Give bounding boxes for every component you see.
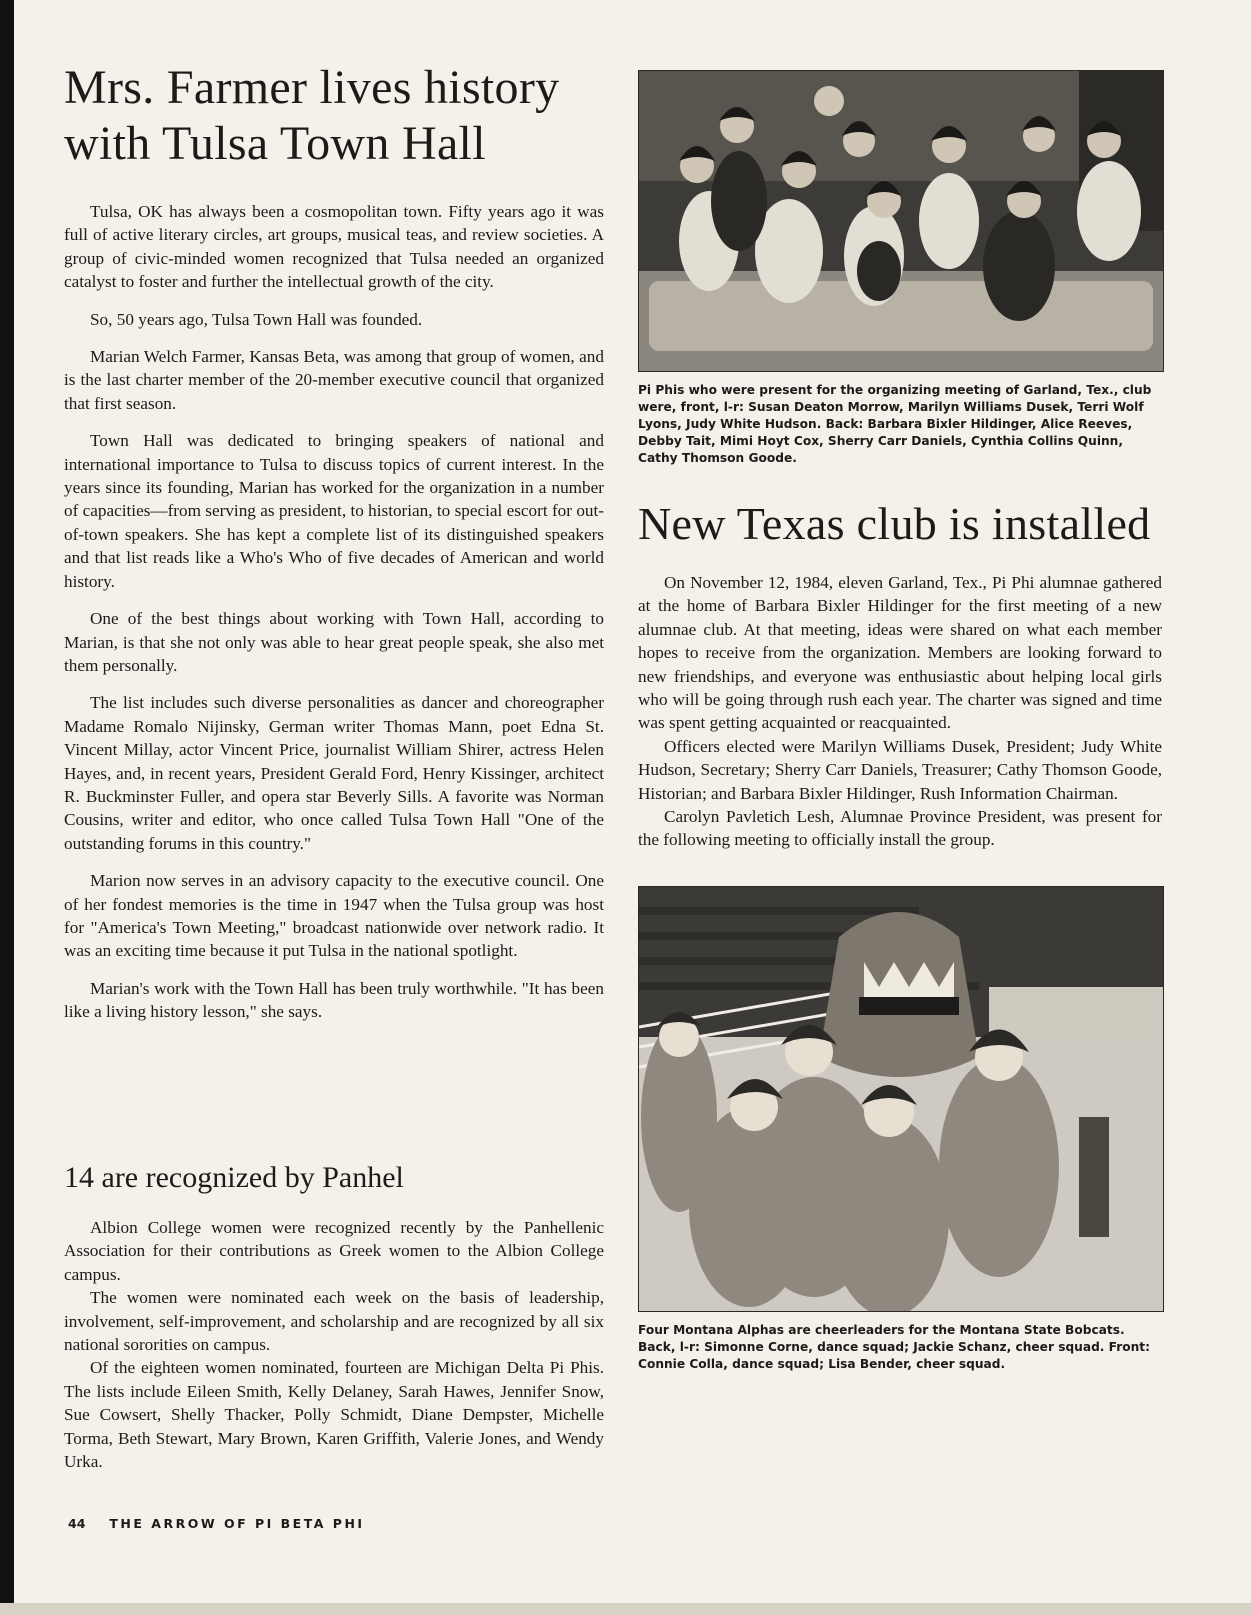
article-paragraph: Carolyn Pavletich Lesh, Alumnae Province President, was present for the following meeting to officially install the group. [638,807,1162,850]
page-edge [0,0,14,1615]
article-paragraph: Marion now serves in an advisory capacity to the executive council. One of her fondest memories is the time in 1947 when the Tulsa group was host for "America's Town Meeting," broadcast nationwide over network radio. It was an exciting time because it put Tulsa in the national spotlight. [64,871,604,961]
article-panhel [64,1160,604,1473]
article-title: 14 are recognized by Panhel [64,1161,404,1194]
group-photo [638,70,1164,372]
page-edge-bottom [0,1603,1251,1615]
article-title: New Texas club is installed [638,498,1151,549]
article-paragraph: Town Hall was dedicated to bringing speakers of national and international importance to Tulsa to discuss topics of current interest. In the years since its founding, Marian has worked for the organization in a number of capacities—from serving as president, to historian, to special escort for out-of-town speakers. She has kept a complete list of its distinguished speakers and that list reads like a Who's Who of five decades of American and world history. [64,431,604,591]
article-paragraph: Of the eighteen women nominated, fourteen are Michigan Delta Pi Phis. The lists include Eileen Smith, Kelly Delaney, Sarah Hawes, Jennifer Snow, Sue Cowsert, Shelly Thacker, Polly Schmidt, Diane Dempster, Michelle Torma, Beth Stewart, Mary Brown, Karen Griffith, Valerie Jones, and Wendy Urka. [64,1358,604,1472]
cheerleader-photo [638,886,1164,1312]
article-paragraph: So, 50 years ago, Tulsa Town Hall was founded. [90,309,423,329]
photo-caption: Pi Phis who were present for the organizing meeting of Garland, Tex., club were, front, l-r: Susan Deaton Morrow, Marilyn Williams Dusek, Terri Wolf Lyons, Judy White Hudson. Back: Barbara Bixler Hildinger, Alice Reeves, Debby Tait, Mimi Hoyt Cox, Sherry Carr Daniels, Cynthia Collins Quinn, Cathy Thomson Goode. [638,383,1152,465]
article-paragraph: Tulsa, OK has always been a cosmopolitan town. Fifty years ago it was full of active literary circles, art groups, musical teas, and review societies. A group of civic-minded women recognized that Tulsa needed an organized catalyst to foster and further the intellectual growth of the city. [64,202,604,292]
article-title: Mrs. Farmer lives history with Tulsa Town Hall [64,61,560,170]
right-column [638,70,1162,1373]
article-paragraph: On November 12, 1984, eleven Garland, Tex., Pi Phi alumnae gathered at the home of Barbara Bixler Hildinger for the first meeting of a new alumnae club. At that meeting, ideas were shared on what each member hopes to receive from the organization. Members are looking forward to new friendships, and everyone was enthusiastic about helping local girls who will be going through rush each year. The charter was signed and time was spent getting acquainted or reacquainted. [638,573,1162,733]
page-footer [68,1516,365,1531]
article-paragraph: The women were nominated each week on the basis of leadership, involvement, self-improvement, and scholarship and are recognized by all six national sororities on campus. [64,1288,604,1355]
publication-name: THE ARROW OF PI BETA PHI [109,1516,365,1531]
article-paragraph: Marian Welch Farmer, Kansas Beta, was among that group of women, and is the last charter member of the 20-member executive council that organized that first season. [64,347,604,413]
article-paragraph: One of the best things about working with Town Hall, according to Marian, is that she not only was able to hear great people speak, she also met them personally. [64,609,604,675]
article-paragraph: Marian's work with the Town Hall has been truly worthwhile. "It has been like a living history lesson," she says. [64,978,604,1022]
group-photo-image [639,71,1163,371]
article-farmer [64,60,604,1038]
article-paragraph: Albion College women were recognized recently by the Panhellenic Association for their contributions as Greek women to the Albion College campus. [64,1218,604,1284]
page-number: 44 [68,1516,86,1531]
cheerleader-photo-image [639,887,1163,1311]
article-paragraph: The list includes such diverse personalities as dancer and choreographer Madame Romalo Nijinsky, German writer Thomas Mann, poet Edna St. Vincent Millay, actor Vincent Price, journalist William Shirer, actress Helen Hayes, and, in recent years, President Gerald Ford, Henry Kissinger, architect R. Buckminster Fuller, and opera star Beverly Sills. A favorite was Norman Cousins, writer and editor, who once called Tulsa Town Hall "One of the outstanding forums in this country." [64,693,604,853]
article-paragraph: Officers elected were Marilyn Williams Dusek, President; Judy White Hudson, Secretary; Sherry Carr Daniels, Treasurer; Cathy Thomson Goode, Historian; and Barbara Bixler Hildinger, Rush Information Chairman. [638,736,1162,803]
photo-caption: Four Montana Alphas are cheerleaders for the Montana State Bobcats. Back, l-r: Simonne Corne, dance squad; Jackie Schanz, cheer squad. Front: Connie Colla, dance squad; Lisa Bender, cheer squad. [638,1322,1150,1371]
